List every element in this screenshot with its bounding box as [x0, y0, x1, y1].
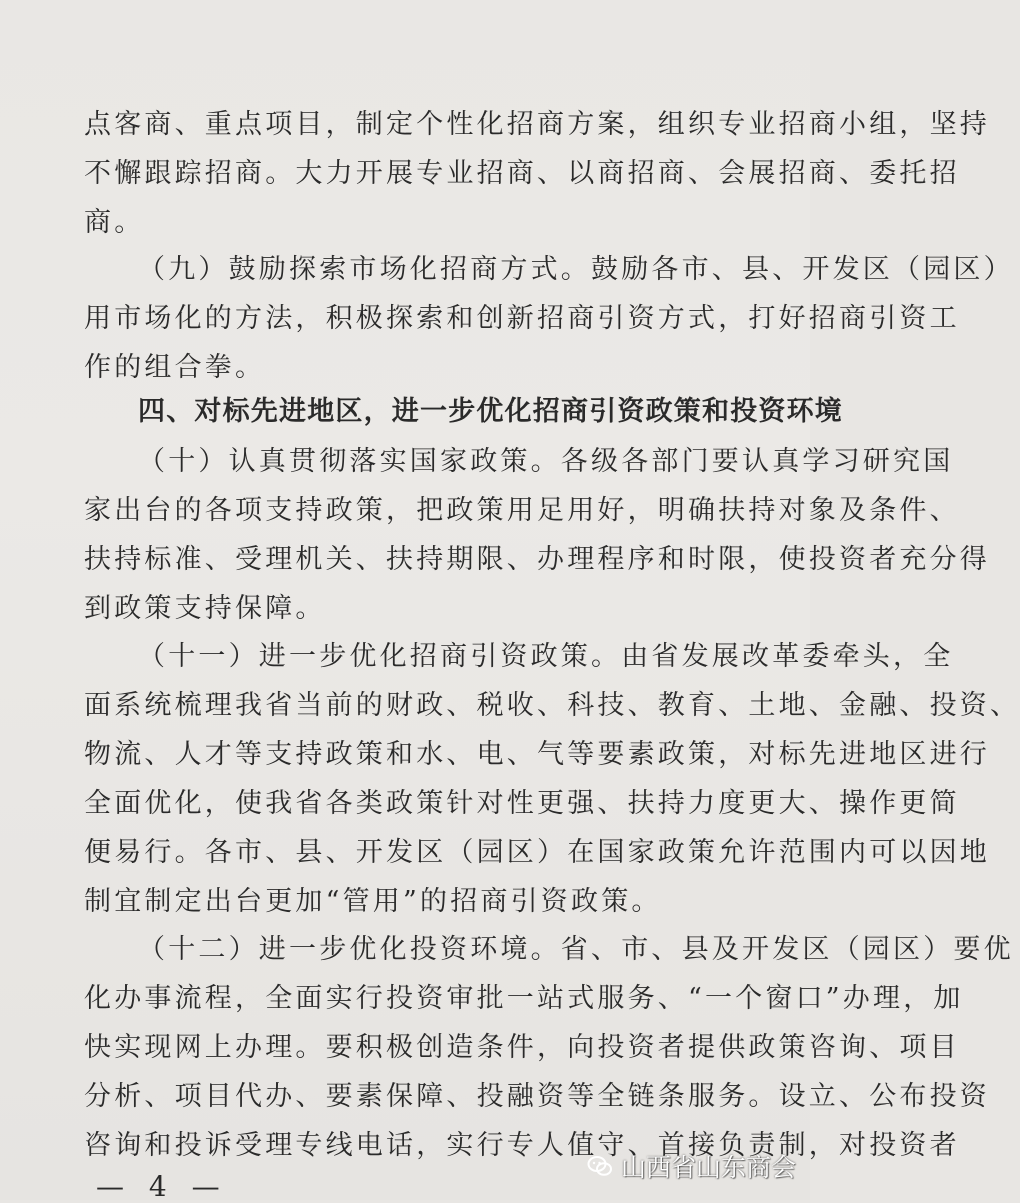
text-line: 作的组合拳。 [84, 352, 266, 383]
text-line: 点客商、重点项目，制定个性化招商方案，组织专业招商小组，坚持 [84, 109, 990, 140]
text-line: 商。 [84, 207, 145, 238]
text-line: 到政策支持保障。 [84, 593, 326, 624]
text-line: 快实现网上办理。要积极创造条件，向投资者提供政策咨询、项目 [84, 1032, 960, 1063]
text-line: 制宜制定出台更加“管用”的招商引资政策。 [84, 886, 662, 917]
text-line: 便易行。各市、县、开发区（园区）在国家政策允许范围内可以因地 [84, 837, 990, 868]
text-line: 不懈跟踪招商。大力开展专业招商、以商招商、会展招商、委托招 [84, 158, 960, 189]
text-line: 用市场化的方法，积极探索和创新招商引资方式，打好招商引资工 [84, 303, 960, 334]
text-line: 分析、项目代办、要素保障、投融资等全链条服务。设立、公布投资 [84, 1081, 990, 1112]
wechat-icon [587, 1154, 613, 1178]
paragraph-12-start: （十二）进一步优化投资环境。省、市、县及开发区（园区）要优 [138, 934, 1014, 965]
section-heading: 四、对标先进地区，进一步优化招商引资政策和投资环境 [138, 396, 843, 427]
paragraph-9-start: （九）鼓励探索市场化招商方式。鼓励各市、县、开发区（园区） [138, 254, 1014, 285]
watermark-text: 山西省山东商会 [620, 1153, 796, 1182]
text-line: 咨询和投诉受理专线电话，实行专人值守、首接负责制，对投资者 [84, 1130, 960, 1161]
watermark [587, 1148, 796, 1184]
text-line: 扶持标准、受理机关、扶持期限、办理程序和时限，使投资者充分得 [84, 544, 990, 575]
page-number: — 4 — [96, 1170, 228, 1203]
paragraph-10-start: （十）认真贯彻落实国家政策。各级各部门要认真学习研究国 [138, 446, 954, 477]
text-line: 家出台的各项支持政策，把政策用足用好，明确扶持对象及条件、 [84, 495, 960, 526]
text-line: 物流、人才等支持政策和水、电、气等要素政策，对标先进地区进行 [84, 739, 990, 770]
text-line: 全面优化，使我省各类政策针对性更强、扶持力度更大、操作更简 [84, 788, 960, 819]
paragraph-11-start: （十一）进一步优化招商引资政策。由省发展改革委牵头，全 [138, 641, 954, 672]
text-line: 化办事流程，全面实行投资审批一站式服务、“一个窗口”办理，加 [84, 983, 964, 1014]
text-line: 面系统梳理我省当前的财政、税收、科技、教育、土地、金融、投资、 [84, 690, 1020, 721]
